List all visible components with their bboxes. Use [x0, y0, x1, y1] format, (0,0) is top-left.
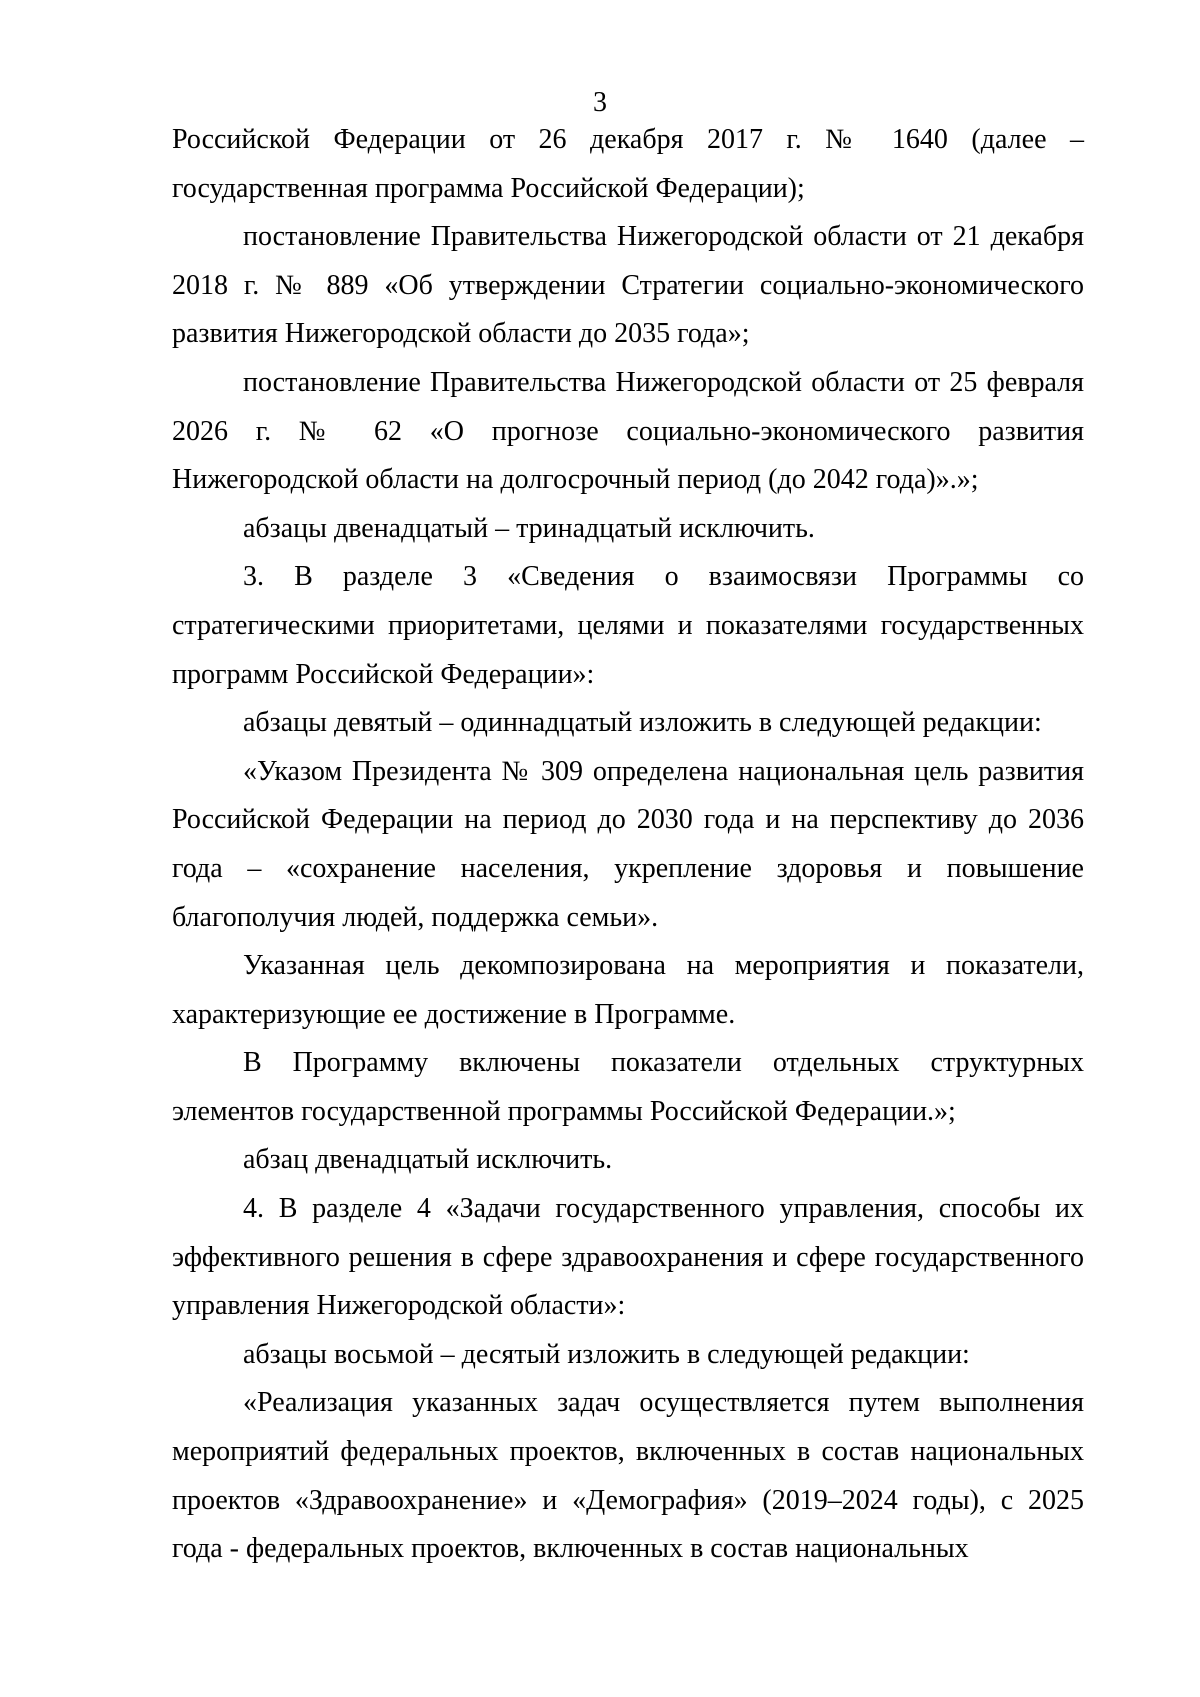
paragraph: абзац двенадцатый исключить.: [243, 1144, 613, 1176]
paragraph: В Программу включены показатели отдельных структурных элементов государственной программы Российской Федерации.»;: [172, 1047, 1084, 1127]
paragraph: «Указом Президента № 309 определена национальная цель развития Российской Федерации на период до 2030 года и на перспективу до 2036 года – «сохранение населения, укрепление здоровья и повышение благополучия людей, поддержка семьи».: [172, 755, 1084, 933]
paragraph: «Реализация указанных задач осуществляется путем выполнения мероприятий федеральных проектов, включенных в состав национальных проектов «Здравоохранение» и «Демография» (2019–2024 годы), с 2025 года - федеральных проектов, включенных в состав национальных: [172, 1387, 1084, 1565]
paragraph: 4. В разделе 4 «Задачи государственного управления, способы их эффективного решения в сфере здравоохранения и сфере государственного управления Нижегородской области»:: [172, 1193, 1084, 1322]
paragraph: 3. В разделе 3 «Сведения о взаимосвязи Программы со стратегическими приоритетами, целями и показателями государственных программ Российской Федерации»:: [172, 561, 1084, 690]
document-body: [172, 116, 1084, 1574]
paragraph: абзацы девятый – одиннадцатый изложить в следующей редакции:: [243, 707, 1042, 739]
paragraph: Указанная цель декомпозирована на мероприятия и показатели, характеризующие ее достижение в Программе.: [172, 950, 1084, 1030]
paragraph: абзацы двенадцатый – тринадцатый исключить.: [243, 512, 815, 544]
paragraph: Российской Федерации от 26 декабря 2017 г. № 1640 (далее – государственная программа Российской Федерации);: [172, 124, 1084, 204]
paragraph: постановление Правительства Нижегородской области от 25 февраля 2026 г. № 62 «О прогнозе социально-экономического развития Нижегородской области на долгосрочный период (до 2042 года)».»;: [172, 366, 1084, 496]
paragraph: абзацы восьмой – десятый изложить в следующей редакции:: [243, 1338, 970, 1370]
page-number: 3: [593, 87, 607, 118]
paragraph: постановление Правительства Нижегородской области от 21 декабря 2018 г. № 889 «Об утверждении Стратегии социально-экономического развития Нижегородской области до 2035 года»;: [172, 221, 1084, 350]
